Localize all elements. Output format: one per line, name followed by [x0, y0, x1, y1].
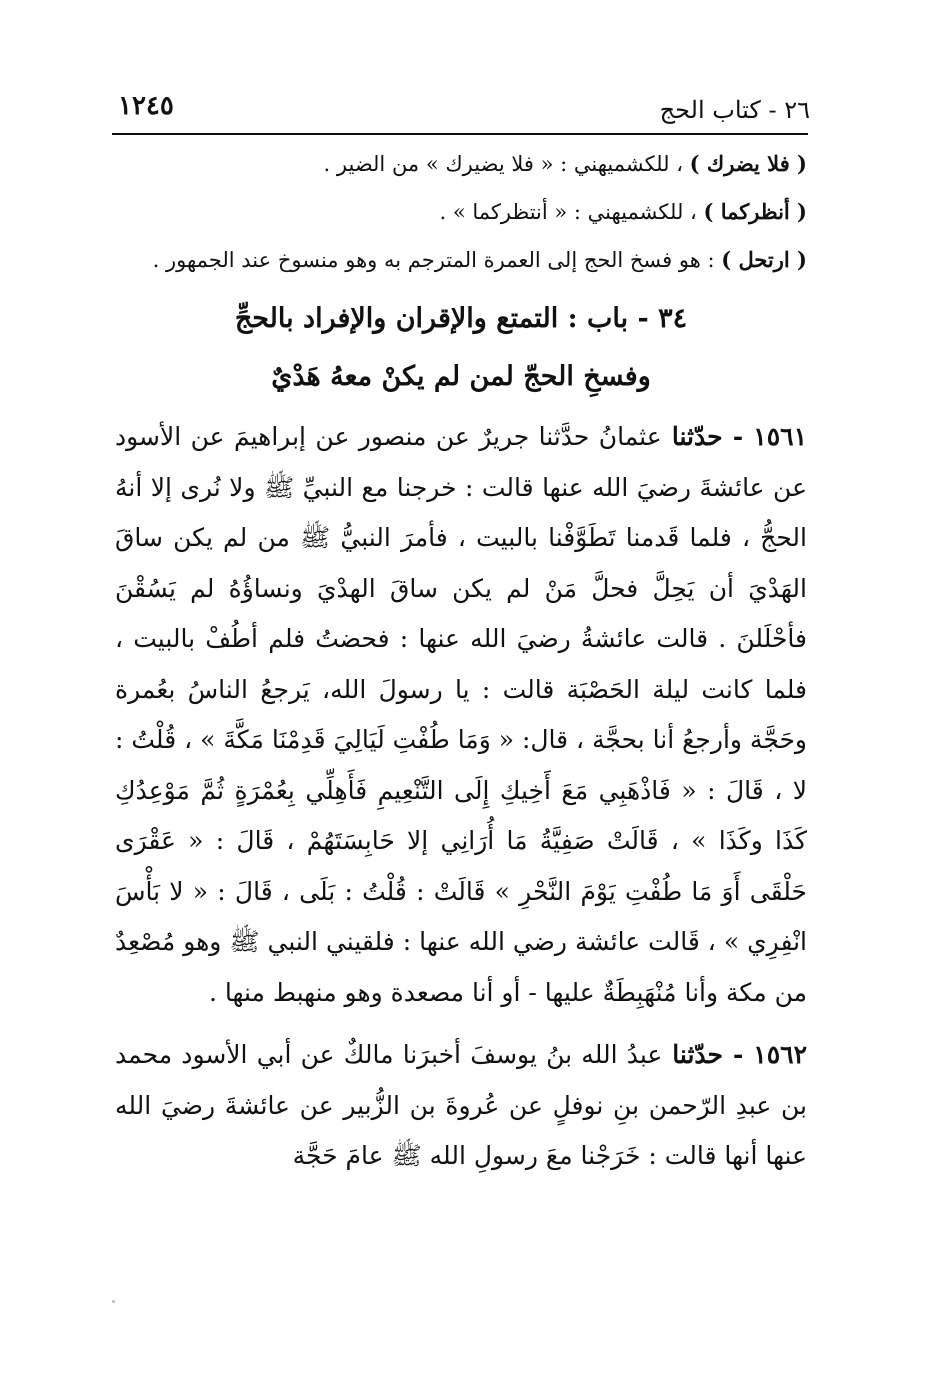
- note-item: [115, 236, 807, 284]
- header-rule: [112, 133, 808, 135]
- note-item: [115, 188, 807, 236]
- hadith-lead: - حدّثنا: [661, 422, 754, 451]
- page-number: ١٢٤٥: [118, 91, 174, 121]
- note-text: : هو فسخ الحج إلى العمرة المترجم به وهو منسوخ عند الجمهور .: [152, 248, 722, 272]
- note-term: ( ارتحل ): [721, 247, 807, 272]
- hadith-number: ١٥٦٢: [753, 1040, 807, 1069]
- hadith-number: ١٥٦١: [753, 422, 807, 451]
- note-text: ، للكشميهني : « فلا يضيرك » من الضير .: [323, 152, 690, 176]
- hadith-paragraph: [115, 412, 807, 1018]
- chapter-title-line2: وفسخِ الحجّ لمن لم يكنْ معهُ هَدْيٌ: [271, 361, 651, 392]
- note-term: ( فلا يضرك ): [689, 151, 807, 176]
- page-header: [110, 92, 810, 132]
- hadith-paragraph: [115, 1030, 807, 1182]
- note-item: [115, 140, 807, 188]
- hadith-lead: - حدّثنا: [662, 1040, 754, 1069]
- page-body: [115, 140, 807, 1182]
- chapter-title-line1: ٣٤ - باب : التمتع والإقران والإفراد بالحجِّ: [234, 303, 688, 334]
- hadith-text: عبدُ الله بنُ يوسفَ أخبرَنا مالكٌ عن أبي الأسود محمد بن عبدِ الرّحمن بنِ نوفلٍ عن عُروةَ بن الزُّبير عن عائشةَ رضيَ الله عنها أنها قالت : خَرَجْنا معَ رسولِ الله ﷺ عامَ حَجَّة: [115, 1040, 807, 1170]
- scan-speck: [112, 1300, 115, 1303]
- footnotes: [115, 140, 807, 284]
- running-title: ٢٦ - كتاب الحج: [659, 96, 810, 124]
- note-term: ( أنظركما ): [703, 199, 807, 224]
- hadith-text: عثمانُ حدَّثنا جريرٌ عن منصور عن إبراهيمَ عن الأسود عن عائشةَ رضيَ الله عنها قالت : خرجنا مع النبيِّ ﷺ ولا نُرى إلا أنهُ الحجُّ ، فلما قَدمنا تَطَوَّفْنا بالبيت ، فأمرَ النبيُّ ﷺ من لم يكن ساقَ الهَدْيَ أن يَحِلَّ فحلَّ مَنْ لم يكن ساقَ الهدْيَ ونساؤُهُ لم يَسُقْنَ فأحْلَلنَ . قالت عائشةُ رضيَ الله عنها : فحضتُ فلم أطُفْ بالبيت ، فلما كانت ليلة الحَصْبَة قالت : يا رسولَ الله، يَرجعُ الناسُ بعُمرة وحَجَّة وأرجعُ أنا بحجَّة ، قال: « وَمَا طُفْتِ لَيَالِيَ قَدِمْنَا مَكَّةَ » ، قُلْتُ : لا ، قَالَ : « فَاذْهَبِي مَعَ أَخِيكِ إِلَى التَّنْعِيمِ فَأَهِلِّي بِعُمْرَةٍ ثُمَّ مَوْعِدُكِ كَذَا وكَذَا » ، قَالَتْ صَفِيَّةُ مَا أُرَانِي إلا حَابِسَتَهُمْ ، قَالَ : « عَقْرَى حَلْقَى أَوَ مَا طُفْتِ يَوْمَ النَّحْرِ » قَالَتْ : قُلْتُ : بَلَى ، قَالَ : « لا بَأْسَ انْفِرِي » ، قَالت عائشة رضي الله عنها : فلقيني النبي ﷺ وهو مُصْعِدٌ من مكة وأنا مُنْهَبِطَةٌ عليها - أو أنا مصعدة وهو منهبط منها .: [115, 422, 807, 1007]
- chapter-heading: [115, 290, 807, 406]
- note-text: ، للكشميهني : « أنتظركما » .: [439, 200, 704, 224]
